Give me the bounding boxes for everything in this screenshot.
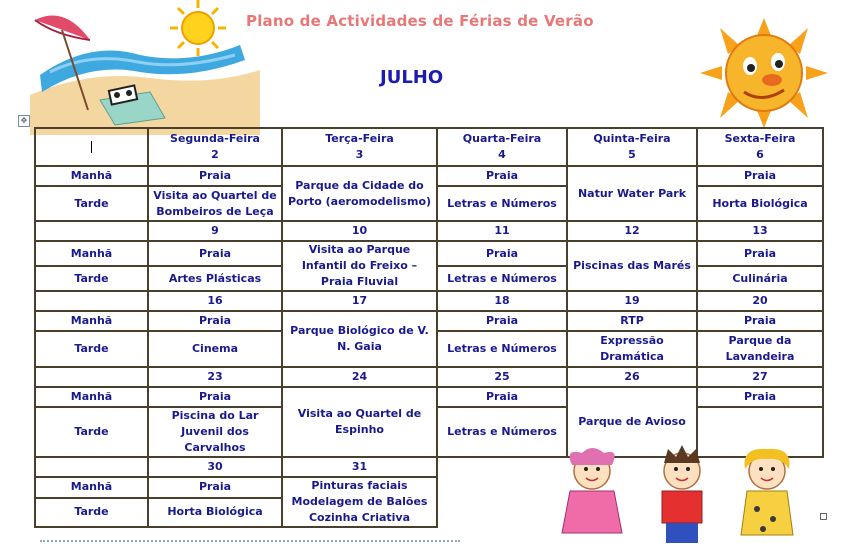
week5-tue-activities — [282, 477, 437, 527]
week3-mon-morning: Praia — [148, 311, 282, 331]
week3-dates-row — [35, 291, 823, 311]
header-row — [35, 128, 823, 166]
week1-fri-morning: Praia — [697, 166, 823, 186]
day-number: 3 — [355, 148, 364, 161]
date-24: 24 — [282, 367, 437, 387]
beach-clipart — [30, 0, 260, 135]
week3-mon-afternoon: Cinema — [148, 331, 282, 367]
blank-cell — [35, 457, 148, 477]
afternoon-label: Tarde — [35, 498, 148, 527]
morning-label: Manhã — [35, 241, 148, 266]
week1-wed-afternoon: Letras e Números — [437, 186, 567, 221]
week4-morning-row — [35, 387, 823, 407]
date-23: 23 — [148, 367, 282, 387]
day-number: 5 — [628, 148, 636, 161]
day-name: Terça-Feira — [325, 132, 394, 145]
page-title: Plano de Actividades de Férias de Verão — [246, 12, 594, 30]
week3-fri-afternoon: Parque da Lavandeira — [697, 331, 823, 367]
date-10: 10 — [282, 221, 437, 241]
week2-wed-morning: Praia — [437, 241, 567, 266]
resize-handle[interactable] — [820, 513, 827, 520]
week5-mon-afternoon: Horta Biológica — [148, 498, 282, 527]
date-19: 19 — [567, 291, 697, 311]
week3-wed-morning: Praia — [437, 311, 567, 331]
day-number: 2 — [211, 148, 219, 161]
day-name: Sexta-Feira — [724, 132, 796, 145]
date-20: 20 — [697, 291, 823, 311]
week3-tue-activity: Parque Biológico de V. N. Gaia — [282, 311, 437, 367]
week3-fri-morning: Praia — [697, 311, 823, 331]
children-clipart — [552, 443, 814, 547]
header-wednesday — [437, 128, 567, 166]
afternoon-label: Tarde — [35, 266, 148, 291]
activity-line: Cozinha Criativa — [308, 511, 411, 524]
afternoon-label: Tarde — [35, 331, 148, 367]
week2-wed-afternoon: Letras e Números — [437, 266, 567, 291]
header-monday — [148, 128, 282, 166]
header-tuesday — [282, 128, 437, 166]
blank-cell — [35, 221, 148, 241]
table-move-handle-icon[interactable]: ✥ — [18, 115, 30, 127]
week2-tue-activity: Visita ao Parque Infantil do Freixo – Praia Fluvial — [282, 241, 437, 291]
day-name: Quinta-Feira — [593, 132, 671, 145]
week2-dates-row — [35, 221, 823, 241]
corner-cell[interactable] — [35, 128, 148, 166]
afternoon-label: Tarde — [35, 407, 148, 457]
date-30: 30 — [148, 457, 282, 477]
date-25: 25 — [437, 367, 567, 387]
blank-cell — [35, 367, 148, 387]
week1-morning-row — [35, 166, 823, 186]
date-11: 11 — [437, 221, 567, 241]
date-26: 26 — [567, 367, 697, 387]
week3-thu-morning: RTP — [567, 311, 697, 331]
week1-mon-morning: Praia — [148, 166, 282, 186]
month-heading: JULHO — [380, 67, 444, 88]
week2-fri-morning: Praia — [697, 241, 823, 266]
date-9: 9 — [148, 221, 282, 241]
week2-thu-activity: Piscinas das Marés — [567, 241, 697, 291]
date-13: 13 — [697, 221, 823, 241]
week2-fri-afternoon: Culinária — [697, 266, 823, 291]
week4-wed-afternoon: Letras e Números — [437, 407, 567, 457]
header-friday — [697, 128, 823, 166]
week4-wed-morning: Praia — [437, 387, 567, 407]
activity-line: Pinturas faciais — [311, 479, 408, 492]
morning-label: Manhã — [35, 311, 148, 331]
text-cursor — [91, 141, 92, 153]
morning-label: Manhã — [35, 166, 148, 186]
week5-mon-morning: Praia — [148, 477, 282, 498]
week1-fri-afternoon: Horta Biológica — [697, 186, 823, 221]
week3-thu-afternoon: Expressão Dramática — [567, 331, 697, 367]
day-number: 6 — [756, 148, 764, 161]
header-thursday — [567, 128, 697, 166]
day-name: Segunda-Feira — [170, 132, 260, 145]
date-31: 31 — [282, 457, 437, 477]
week2-mon-afternoon: Artes Plásticas — [148, 266, 282, 291]
afternoon-label: Tarde — [35, 186, 148, 221]
week1-tue-activity: Parque da Cidade do Porto (aeromodelismo) — [282, 166, 437, 221]
week1-wed-morning: Praia — [437, 166, 567, 186]
week4-fri-morning: Praia — [697, 387, 823, 407]
day-number: 4 — [498, 148, 506, 161]
morning-label: Manhã — [35, 477, 148, 498]
sun-face-clipart — [700, 18, 828, 128]
week4-tue-activity: Visita ao Quartel de Espinho — [282, 387, 437, 457]
week1-thu-activity: Natur Water Park — [567, 166, 697, 221]
blank-cell — [35, 291, 148, 311]
week4-dates-row — [35, 367, 823, 387]
week4-mon-morning: Praia — [148, 387, 282, 407]
date-18: 18 — [437, 291, 567, 311]
bottom-divider — [40, 540, 460, 545]
date-27: 27 — [697, 367, 823, 387]
week3-wed-afternoon: Letras e Números — [437, 331, 567, 367]
week3-morning-row — [35, 311, 823, 331]
week4-mon-afternoon: Piscina do Lar Juvenil dos Carvalhos — [148, 407, 282, 457]
day-name: Quarta-Feira — [462, 132, 542, 145]
activity-line: Modelagem de Balões — [291, 495, 428, 508]
date-17: 17 — [282, 291, 437, 311]
week4-thu-activity: Parque de Avioso — [567, 387, 697, 457]
date-12: 12 — [567, 221, 697, 241]
week2-mon-morning: Praia — [148, 241, 282, 266]
morning-label: Manhã — [35, 387, 148, 407]
week1-mon-afternoon: Visita ao Quartel de Bombeiros de Leça — [148, 186, 282, 221]
date-16: 16 — [148, 291, 282, 311]
week2-morning-row — [35, 241, 823, 266]
